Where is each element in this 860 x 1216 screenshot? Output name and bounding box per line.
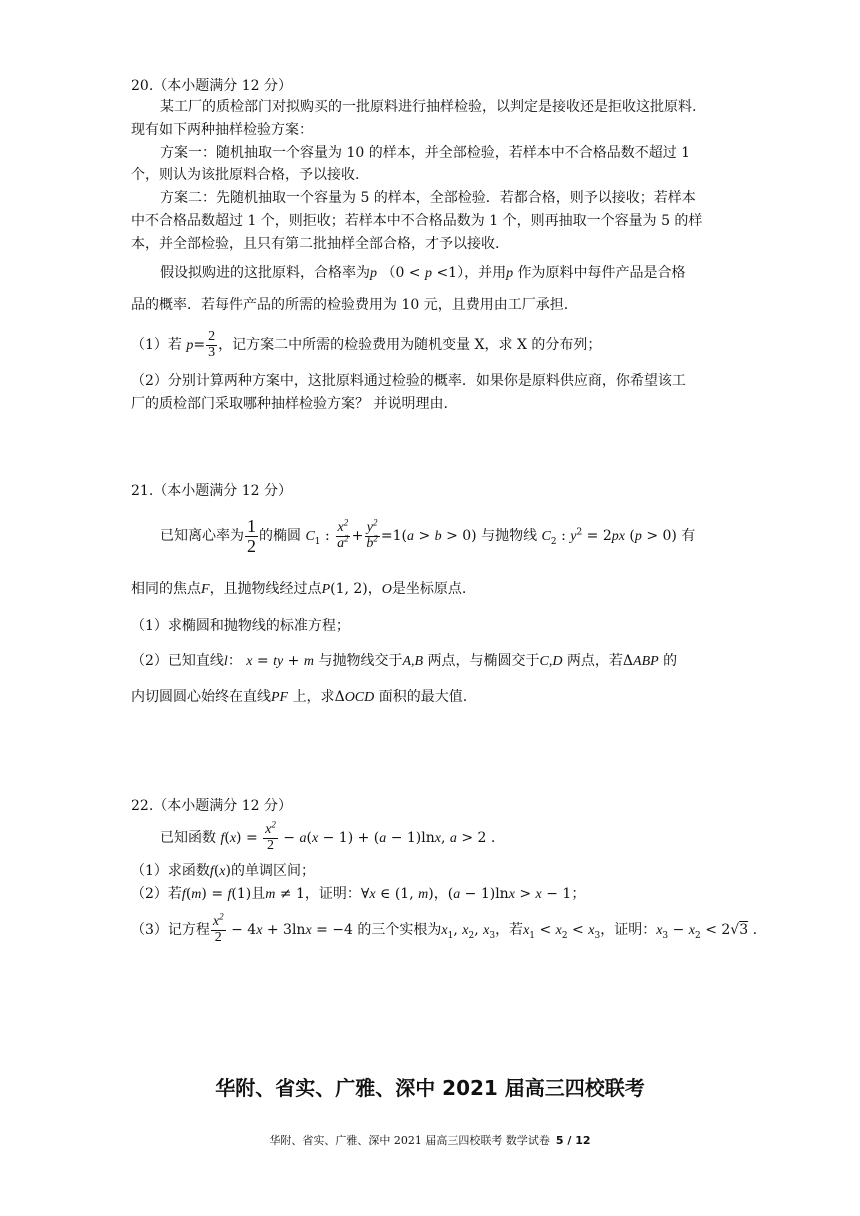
q21-text: 内切圆圆心始终在直线: [131, 689, 271, 705]
q20-part-2: （2）分别计算两种方案中，这批原料通过检验的概率．如果你是原料供应商，你希望该工: [131, 373, 686, 389]
q22-text: 的三个实根为: [357, 922, 442, 938]
footer-title: 华附、省实、广雅、深中 2021 届高三四校联考: [215, 1076, 645, 1100]
q21-text: 与抛物线交于: [318, 653, 403, 669]
q21-text: 两点，与椭圆交于: [427, 653, 540, 669]
math-fraction: $\frac{x^2}{2}$: [212, 911, 224, 945]
q21-text: 的椭圆: [259, 528, 301, 544]
q20-part-2: 厂的质检部门采取哪种抽样检验方案？ 并说明理由.: [131, 396, 448, 412]
q21-line-2: 相同的焦点F，且抛物线经过点P(1, 2)，O是坐标原点.: [131, 581, 467, 597]
q21-text: （2）已知直线: [131, 653, 224, 669]
q20-text: 某工厂的质检部门对拟购买的一批原料进行抽样检验，以判定是接收还是拒收这批原料.: [160, 99, 697, 115]
q21-text: 面积的最大值.: [378, 689, 468, 705]
q21-part-2: 内切圆圆心始终在直线PF 上，求ΔOCD 面积的最大值.: [131, 689, 468, 705]
q22-text: 已知函数: [160, 830, 216, 846]
q22-text: 的单调区间；: [230, 863, 315, 879]
q20-plan2: 方案二：先随机抽取一个容量为 5 的样本，全部检验．若都合格，则予以接收；若样本: [160, 190, 696, 206]
q22-text: 且: [251, 886, 266, 902]
q20-part-1-label: （1）若: [131, 337, 182, 353]
math-fraction: $\frac{y^2}{b^2}$: [366, 517, 378, 551]
q22-text: .: [752, 922, 758, 938]
q22-text: （3）记方程: [131, 922, 210, 938]
page-number: 5 / 12: [555, 1134, 591, 1147]
q21-text: 是坐标原点.: [391, 581, 467, 597]
q21-text: 相同的焦点: [131, 581, 201, 597]
q22-part-3: （3）记方程 $\frac{x^2}{2}$ − 4x + 3lnx = −4 的三个实根为$x_1$, $x_2$, $x_3$，若$x_1 < x_2 < x_3$，证明：$x_3 - x_2 < 2√3$ .: [131, 911, 758, 945]
math: p: [370, 266, 377, 281]
q22-text: （2）若: [131, 886, 182, 902]
q22-text: ，若: [495, 922, 524, 938]
q21-part-2: （2）已知直线l： x = ty + m 与抛物线交于A,B 两点，与椭圆交于C,D 两点，若ΔABP 的: [131, 653, 678, 669]
q22-header: 22.（本小题满分 12 分）: [131, 798, 292, 814]
math: C: [305, 529, 315, 544]
math-fraction: $\frac{x^2}{a^2}$: [337, 517, 349, 551]
q22-text: ，证明：: [600, 922, 657, 938]
math-fraction: $\frac{1}{2}$: [247, 515, 256, 556]
q21-header: 21.（本小题满分 12 分）: [131, 483, 292, 499]
footer-text: 华附、省实、广雅、深中 2021 届高三四校联考 数学试卷: [269, 1134, 550, 1147]
footer: [0, 1132, 860, 1148]
q22-text: ，: [433, 886, 448, 902]
q21-text: ，且抛物线经过点: [209, 581, 322, 597]
q22-part-1: （1）求函数f(x)的单调区间；: [131, 863, 315, 879]
q20-part-1: （1）若 p= $\frac{2}{3}$ ，记方案二中所需的检验费用为随机变量 X，求 X 的分布列；: [131, 328, 602, 360]
q22-part-2: （2）若f(m) = f(1)且m ≠ 1，证明：∀x ∈ (1, m)，(a − 1)lnx > x − 1；: [131, 886, 586, 902]
math: C: [541, 529, 551, 544]
q21-text: 已知离心率为: [160, 528, 244, 544]
q20-text: 品的概率．若每件产品的所需的检验费用为 10 元，且费用由工厂承担.: [131, 297, 569, 313]
math-fraction: $\frac{2}{3}$: [208, 328, 216, 360]
q20-plan2: 中不合格品数超过 1 个，则拒收；若样本中不合格品数为 1 个，则再抽取一个容量为 5 的样: [131, 213, 703, 229]
q21-text: 的: [663, 653, 678, 669]
math: p: [186, 338, 194, 353]
q21-part-1: （1）求椭圆和抛物线的标准方程；: [131, 618, 350, 634]
q20-text: ，并用: [464, 265, 507, 281]
math: p: [425, 266, 432, 281]
q20-header: 20.（本小题满分 12 分）: [131, 78, 292, 94]
q20-text: 假设拟购进的这批原料，合格率为: [160, 265, 370, 281]
q21-line-1: 已知离心率为 $\frac{1}{2}$ 的椭圆 $C_1$ : $\frac{x^2}{a^2}$ + $\frac{y^2}{b^2}$ =1(a > b > 0) 与抛物线 $C_2$ : $y^2 = 2px$ (p > 0) 有: [160, 515, 696, 556]
q21-text: 有: [681, 528, 696, 544]
q22-text: ，证明：: [304, 886, 361, 902]
q21-text: ，: [367, 581, 382, 597]
q20-plan1: 方案一：随机抽取一个容量为 10 的样本，并全部检验，若样本中不合格品数不超过 1: [160, 145, 691, 161]
q20-plan2: 本，并全部检验，且只有第二批抽样全部合格，才予以接收.: [131, 236, 500, 252]
q21-text: 两点，若: [566, 653, 623, 669]
q20-plan1: 个，则认为该批原料合格，予以接收.: [131, 167, 360, 183]
q22-definition: 已知函数 f(x) = $\frac{x^2}{2}$ − a(x − 1) + (a − 1)lnx, a > 2 .: [160, 819, 496, 853]
q20-part-1-text: ，记方案二中所需的检验费用为随机变量 X，求 X 的分布列；: [218, 337, 602, 353]
math: p: [506, 266, 514, 281]
q20-text: 现有如下两种抽样检验方案：: [131, 122, 313, 138]
q21-text: 与抛物线: [481, 528, 538, 544]
q22-text: ；: [571, 886, 586, 902]
q20-text: 作为原料中每件产品是合格: [517, 265, 686, 281]
q21-text: 上，求: [292, 689, 335, 705]
q20-assumption: 假设拟购进的这批原料，合格率为p （0 < p <1），并用p 作为原料中每件产品是合格: [160, 265, 686, 281]
math-fraction: $\frac{x^2}{2}$: [265, 819, 276, 853]
q22-text: （1）求函数: [131, 863, 210, 879]
